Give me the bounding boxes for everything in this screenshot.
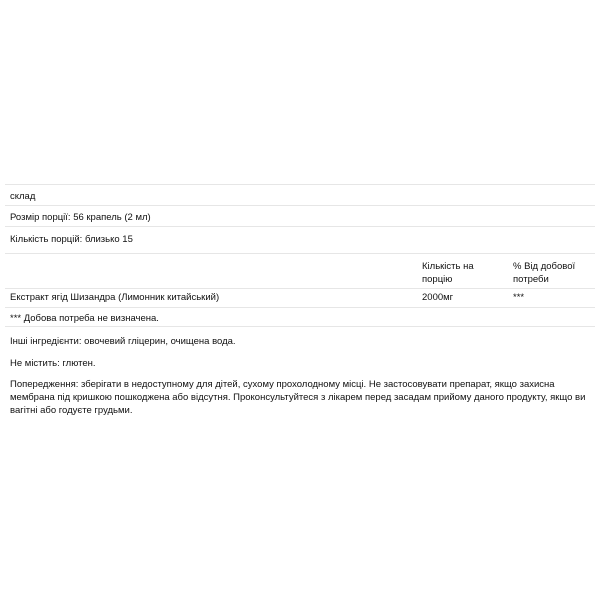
warning-text: Попередження: зберігати в недоступному для дітей, сухому прохолодному місці. Не застосовувати препарат, якщо захисна мембрана під кришкою пошкоджена або відсутня. Проконсультуйтеся з лікарем перед засадам прийому даного продукту, якщо ви вагітні або годуєте грудьми. xyxy=(10,379,586,416)
amount-column-header: Кількість на порцію xyxy=(422,261,474,285)
serving-size-row xyxy=(5,205,595,226)
ingredient-row xyxy=(5,288,595,307)
ingredient-daily-value: *** xyxy=(513,292,525,303)
other-ingredients: Інші інгредієнти: овочевий гліцерин, очищена вода. xyxy=(10,336,236,347)
facts-title-row xyxy=(5,184,595,205)
facts-title: склад xyxy=(10,191,36,202)
daily-value-note-row xyxy=(5,307,595,327)
column-header-row xyxy=(5,253,595,288)
serving-size: Розмір порції: 56 крапель (2 мл) xyxy=(10,212,151,223)
free-from-statement: Не містить: глютен. xyxy=(10,358,96,369)
servings-count-row xyxy=(5,226,595,253)
daily-value-column-header: % Від добової потреби xyxy=(513,261,576,285)
supplement-facts-table xyxy=(5,184,595,327)
ingredient-amount: 2000мг xyxy=(422,292,454,303)
daily-value-note: *** Добова потреба не визначена. xyxy=(10,313,159,324)
servings-count: Кількість порцій: близько 15 xyxy=(10,234,133,245)
ingredient-name: Екстракт ягід Шизандра (Лимонник китайський) xyxy=(10,292,220,303)
